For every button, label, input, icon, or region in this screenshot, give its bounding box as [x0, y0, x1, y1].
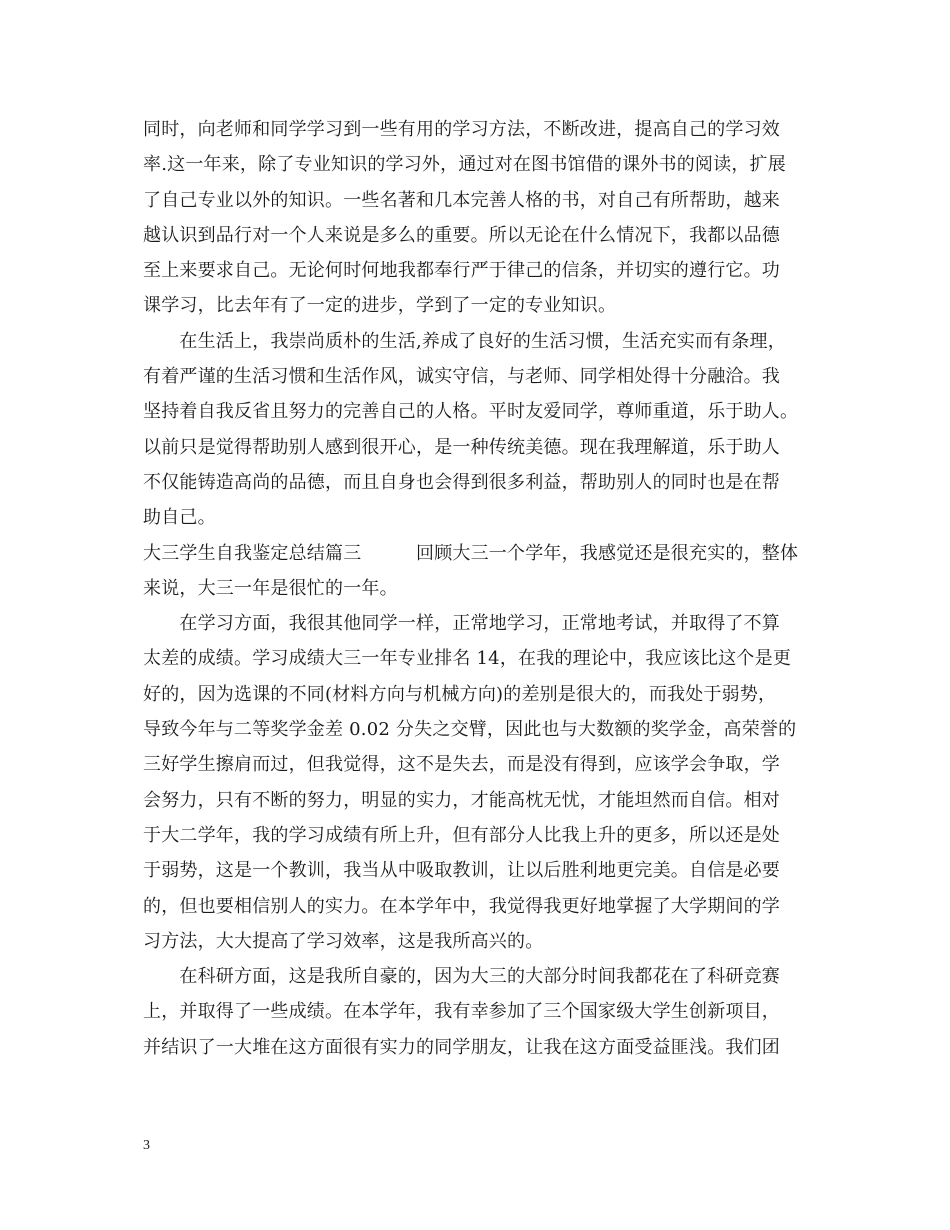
- text-line: 不仅能铸造高尚的品德，而且自身也会得到很多利益，帮助别人的同时也是在帮: [143, 471, 780, 493]
- text-line: 来说，大三一年是很忙的一年。: [143, 577, 398, 599]
- text-line: 率.这一年来，除了专业知识的学习外，通过对在图书馆借的课外书的阅读，扩展: [143, 154, 786, 176]
- text-line: 同时，向老师和同学学习到一些有用的学习方法，不断改进，提高自己的学习效: [143, 119, 780, 140]
- text-line: 在生活上，我崇尚质朴的生活,养成了良好的生活习惯，生活充实而有条理，: [143, 330, 786, 352]
- text-line: 至上来要求自己。无论何时何地我都奉行严于律己的信条，并切实的遵行它。功: [143, 260, 780, 282]
- text-line: 坚持着自我反省且努力的完善自己的人格。平时友爱同学，尊师重道，乐于助人。: [143, 401, 799, 423]
- text-line: 上，并取得了一些成绩。在本学年，我有幸参加了三个国家级大学生创新项目，: [143, 1001, 780, 1023]
- text-line: 助自己。: [143, 507, 216, 529]
- text-line: 习方法，大大提高了学习效率，这是我所高兴的。: [143, 930, 544, 952]
- text-line: 太差的成绩。学习成绩大三一年专业排名 14，在我的理论中，我应该比这个是更: [143, 648, 792, 670]
- text-line: 导致今年与二等奖学金差 0.02 分失之交臂，因此也与大数额的奖学金，高荣誉的: [143, 719, 797, 741]
- text-line: 三好学生擦肩而过，但我觉得，这不是失去，而是没有得到，应该学会争取，学: [143, 754, 780, 776]
- body-text: [143, 112, 813, 1065]
- text-line: 以前只是觉得帮助别人感到很开心，是一种传统美德。现在我理解道，乐于助人: [143, 436, 780, 458]
- text-line: 了自己专业以外的知识。一些名著和几本完善人格的书，对自己有所帮助，越来: [143, 189, 780, 211]
- page-number: 3: [143, 1138, 150, 1153]
- text-line: 在学习方面，我很其他同学一样，正常地学习，正常地考试，并取得了不算: [143, 613, 780, 635]
- text-line: 于弱势，这是一个教训，我当从中吸取教训，让以后胜利地更完美。自信是必要: [143, 860, 780, 882]
- text-line: 会努力，只有不断的努力，明显的实力，才能高枕无忧，才能坦然而自信。相对: [143, 789, 780, 811]
- text-line: 越认识到品行对一个人来说是多么的重要。所以无论在什么情况下，我都以品德: [143, 224, 780, 246]
- text-line: 在科研方面，这是我所自豪的，因为大三的大部分时间我都花在了科研竞赛: [143, 966, 780, 988]
- text-line: 的，但也要相信别人的实力。在本学年中，我觉得我更好地掌握了大学期间的学: [143, 895, 780, 917]
- text-line: 有着严谨的生活习惯和生活作风，诚实守信，与老师、同学相处得十分融洽。我: [143, 366, 780, 388]
- text-line: 于大二学年，我的学习成绩有所上升，但有部分人比我上升的更多，所以还是处: [143, 824, 780, 846]
- text-line: 好的，因为选课的不同(材料方向与机械方向)的差别是很大的，而我处于弱势，: [143, 683, 777, 705]
- text-line: 课学习，比去年有了一定的进步，学到了一定的专业知识。: [143, 295, 617, 317]
- section-heading-line: 大三学生自我鉴定总结篇三 回顾大三一个学年，我感觉还是很充实的，整体: [143, 542, 799, 564]
- text-line: 并结识了一大堆在这方面很有实力的同学朋友，让我在这方面受益匪浅。我们团: [143, 1036, 780, 1058]
